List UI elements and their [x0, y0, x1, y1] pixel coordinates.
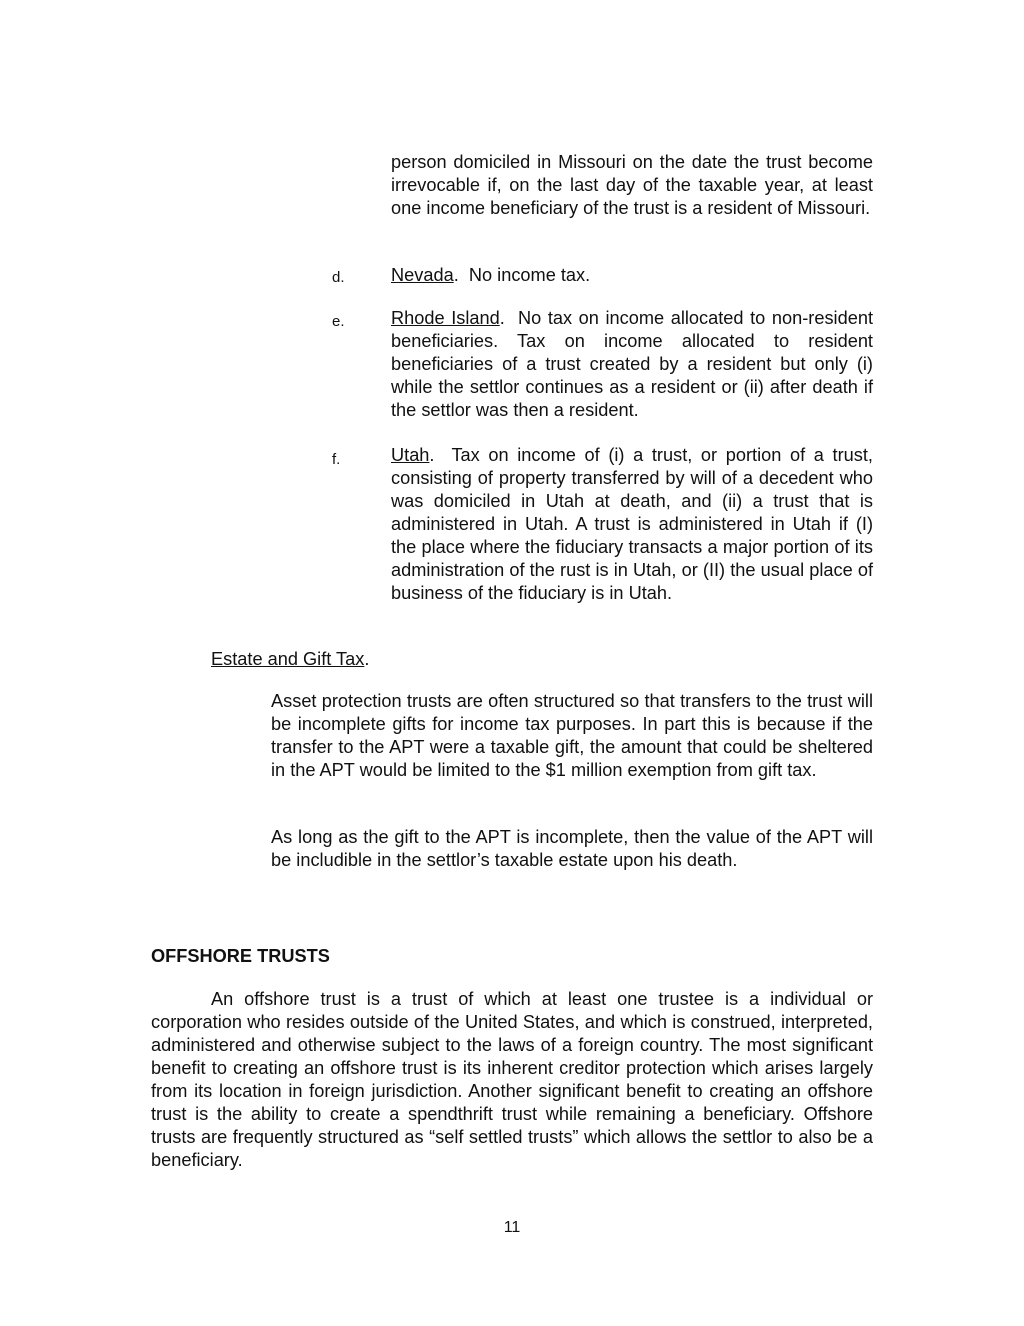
item-marker-d: d. — [332, 269, 345, 286]
estate-gift-heading: Estate and Gift Tax. — [211, 649, 370, 669]
page-number: 11 — [503, 1219, 521, 1236]
offshore-heading: OFFSHORE TRUSTS — [151, 946, 330, 966]
continuation-paragraph: person domiciled in Missouri on the date the trust become irrevocable if, on the last day of the taxable year, at least one income beneficiary of the trust is a resident of Missouri. — [391, 152, 873, 218]
item-nevada: Nevada. No income tax. — [391, 265, 591, 285]
item-marker-e: e. — [332, 313, 345, 330]
item-rhode-island: Rhode Island. No tax on income allocated to non-resident beneficiaries. Tax on income allocated to resident beneficiaries of a trust created by a resident but only (i) while the settlor continues as a resident or (ii) after death if the settlor was then a resident. — [391, 308, 873, 420]
item-utah: Utah. Tax on income of (i) a trust, or portion of a trust, consisting of property transferred by will of a decedent who was domiciled in Utah at death, and (ii) a trust that is administered in Utah. A trust is administered in Utah if (I) the place where the fiduciary transacts a major portion of its administration of the rust is in Utah, or (II) the usual place of business of the fiduciary is in Utah. — [391, 445, 873, 603]
item-title-nevada: Nevada — [391, 265, 454, 285]
item-text-utah: Tax on income of (i) a trust, or portion of a trust, consisting of property transferred by will of a decedent who was domiciled in Utah at death, and (ii) a trust that is administered in Utah. A trust is administered in Utah if (I) the place where the fiduciary transacts a major portion of its administration of the rust is in Utah, or (II) the usual place of business of the fiduciary is in Utah. — [391, 445, 873, 603]
item-title-utah: Utah — [391, 445, 430, 465]
offshore-paragraph: An offshore trust is a trust of which at least one trustee is a individual or corporation who resides outside of the United States, and which is construed, interpreted, administered and otherwise subject to the laws of a foreign country. The most significant benefit to creating an offshore trust is its inherent creditor protection which arises largely from its location in foreign jurisdiction. Another significant benefit to creating an offshore trust is the ability to create a spendthrift trust while remaining a beneficiary. Offshore trusts are frequently structured as “self settled trusts” which allows the settlor to also be a beneficiary. — [151, 989, 873, 1170]
item-text-nevada: No income tax. — [468, 265, 591, 285]
item-marker-f: f. — [332, 451, 341, 468]
item-title-rhode-island: Rhode Island — [391, 308, 500, 328]
estate-gift-paragraph-2: As long as the gift to the APT is incomplete, then the value of the APT will be includible in the settlor’s taxable estate upon his death. — [271, 827, 873, 870]
item-text-rhode-island: No tax on income allocated to non-resident beneficiaries. Tax on income allocated to resident beneficiaries of a trust created by a resident but only (i) while the settlor continues as a resident or (ii) after death if the settlor was then a resident. — [391, 308, 873, 420]
estate-gift-paragraph-1: Asset protection trusts are often structured so that transfers to the trust will be incomplete gifts for income tax purposes. In part this is because if the transfer to the APT were a taxable gift, the amount that could be sheltered in the APT would be limited to the $1 million exemption from gift tax. — [271, 691, 873, 780]
